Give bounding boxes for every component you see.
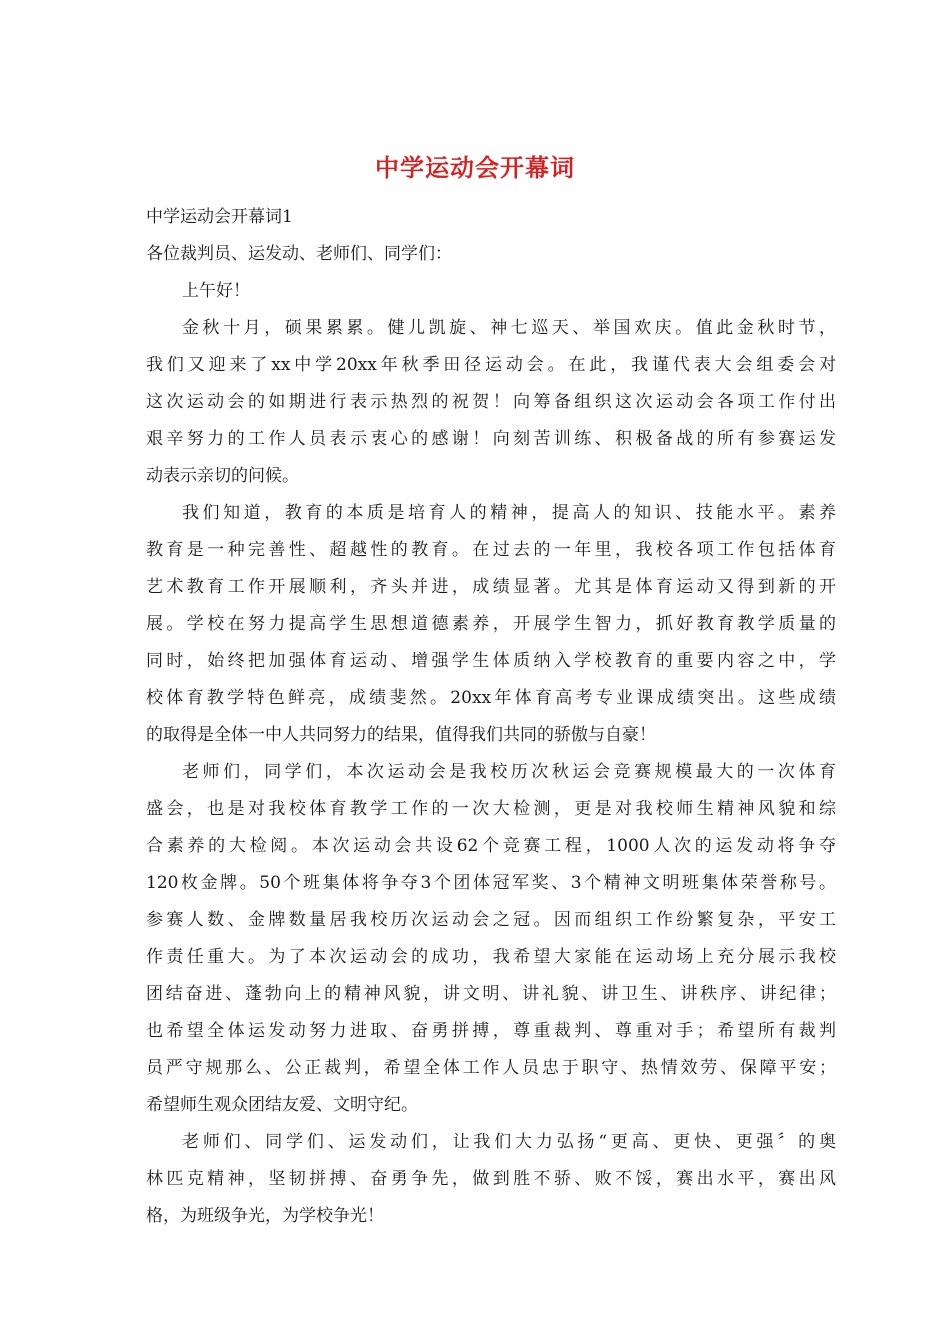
paragraph-line: 格，为班级争光，为学校争光！ bbox=[146, 1206, 384, 1226]
paragraph-3 bbox=[146, 754, 836, 1124]
paragraph-line: 动表示亲切的问候。 bbox=[146, 466, 299, 486]
paragraph-line: 也希望全体运发动努力进取、奋勇拼搏，尊重裁判、尊重对手；希望所有裁判 bbox=[146, 1021, 836, 1041]
paragraph-line: 展。学校在努力提高学生思想道德素养，开展学生智力，抓好教育教学质量的 bbox=[146, 614, 836, 634]
paragraph-line: 120枚金牌。50个班集体将争夺3个团体冠军奖、3个精神文明班集体荣誉称号。 bbox=[146, 873, 836, 893]
paragraph-line: 艺术教育工作开展顺利，齐头并进，成绩显著。尤其是体育运动又得到新的开 bbox=[146, 577, 836, 597]
document-subtitle: 中学运动会开幕词1 bbox=[146, 207, 293, 227]
paragraph-line: 团结奋进、蓬勃向上的精神风貌，讲文明、讲礼貌、讲卫生、讲秩序、讲纪律； bbox=[146, 984, 836, 1004]
greeting: 上午好！ bbox=[182, 281, 250, 301]
paragraph-line: 我们又迎来了xx中学20xx年秋季田径运动会。在此，我谨代表大会组委会对 bbox=[146, 355, 836, 375]
paragraph-line: 参赛人数、金牌数量居我校历次运动会之冠。因而组织工作纷繁复杂，平安工 bbox=[146, 910, 836, 930]
paragraph-line: 林匹克精神，坚韧拼搏、奋勇争先，做到胜不骄、败不馁，赛出水平，赛出风 bbox=[146, 1169, 836, 1189]
paragraph-line: 合素养的大检阅。本次运动会共设62个竞赛工程，1000人次的运发动将争夺 bbox=[146, 836, 836, 856]
salutation: 各位裁判员、运发动、老师们、同学们： bbox=[146, 244, 452, 264]
paragraph-2 bbox=[146, 495, 836, 754]
paragraph-1 bbox=[146, 310, 836, 495]
paragraph-line: 老师们、同学们、运发动们，让我们大力弘扬“更高、更快、更强〞的奥 bbox=[182, 1132, 836, 1152]
paragraph-line: 盛会，也是对我校体育教学工作的一次大检测，更是对我校师生精神风貌和综 bbox=[146, 799, 836, 819]
paragraph-line: 教育是一种完善性、超越性的教育。在过去的一年里，我校各项工作包括体育 bbox=[146, 540, 836, 560]
paragraph-line: 同时，始终把加强体育运动、增强学生体质纳入学校教育的重要内容之中，学 bbox=[146, 651, 836, 671]
paragraph-line: 这次运动会的如期进行表示热烈的祝贺！向筹备组织这次运动会各项工作付出 bbox=[146, 392, 836, 412]
paragraph-line: 金秋十月，硕果累累。健儿凯旋、神七巡天、举国欢庆。值此金秋时节， bbox=[182, 318, 836, 338]
paragraph-line: 艰辛努力的工作人员表示衷心的感谢！向刻苦训练、积极备战的所有参赛运发 bbox=[146, 429, 836, 449]
document-body bbox=[146, 199, 836, 1235]
document-title: 中学运动会开幕词 bbox=[375, 154, 575, 182]
paragraph-line: 我们知道，教育的本质是培育人的精神，提高人的知识、技能水平。素养 bbox=[182, 503, 836, 523]
paragraph-line: 作责任重大。为了本次运动会的成功，我希望大家能在运动场上充分展示我校 bbox=[146, 947, 836, 967]
paragraph-line: 员严守规那么、公正裁判，希望全体工作人员忠于职守、热情效劳、保障平安； bbox=[146, 1058, 836, 1078]
paragraph-line: 希望师生观众团结友爱、文明守纪。 bbox=[146, 1095, 418, 1115]
paragraph-line: 老师们，同学们，本次运动会是我校历次秋运会竞赛规模最大的一次体育 bbox=[182, 762, 836, 782]
paragraph-line: 校体育教学特色鲜亮，成绩斐然。20xx年体育高考专业课成绩突出。这些成绩 bbox=[146, 688, 836, 708]
paragraph-4 bbox=[146, 1124, 836, 1235]
paragraph-line: 的取得是全体一中人共同努力的结果，值得我们共同的骄傲与自豪！ bbox=[146, 725, 656, 745]
